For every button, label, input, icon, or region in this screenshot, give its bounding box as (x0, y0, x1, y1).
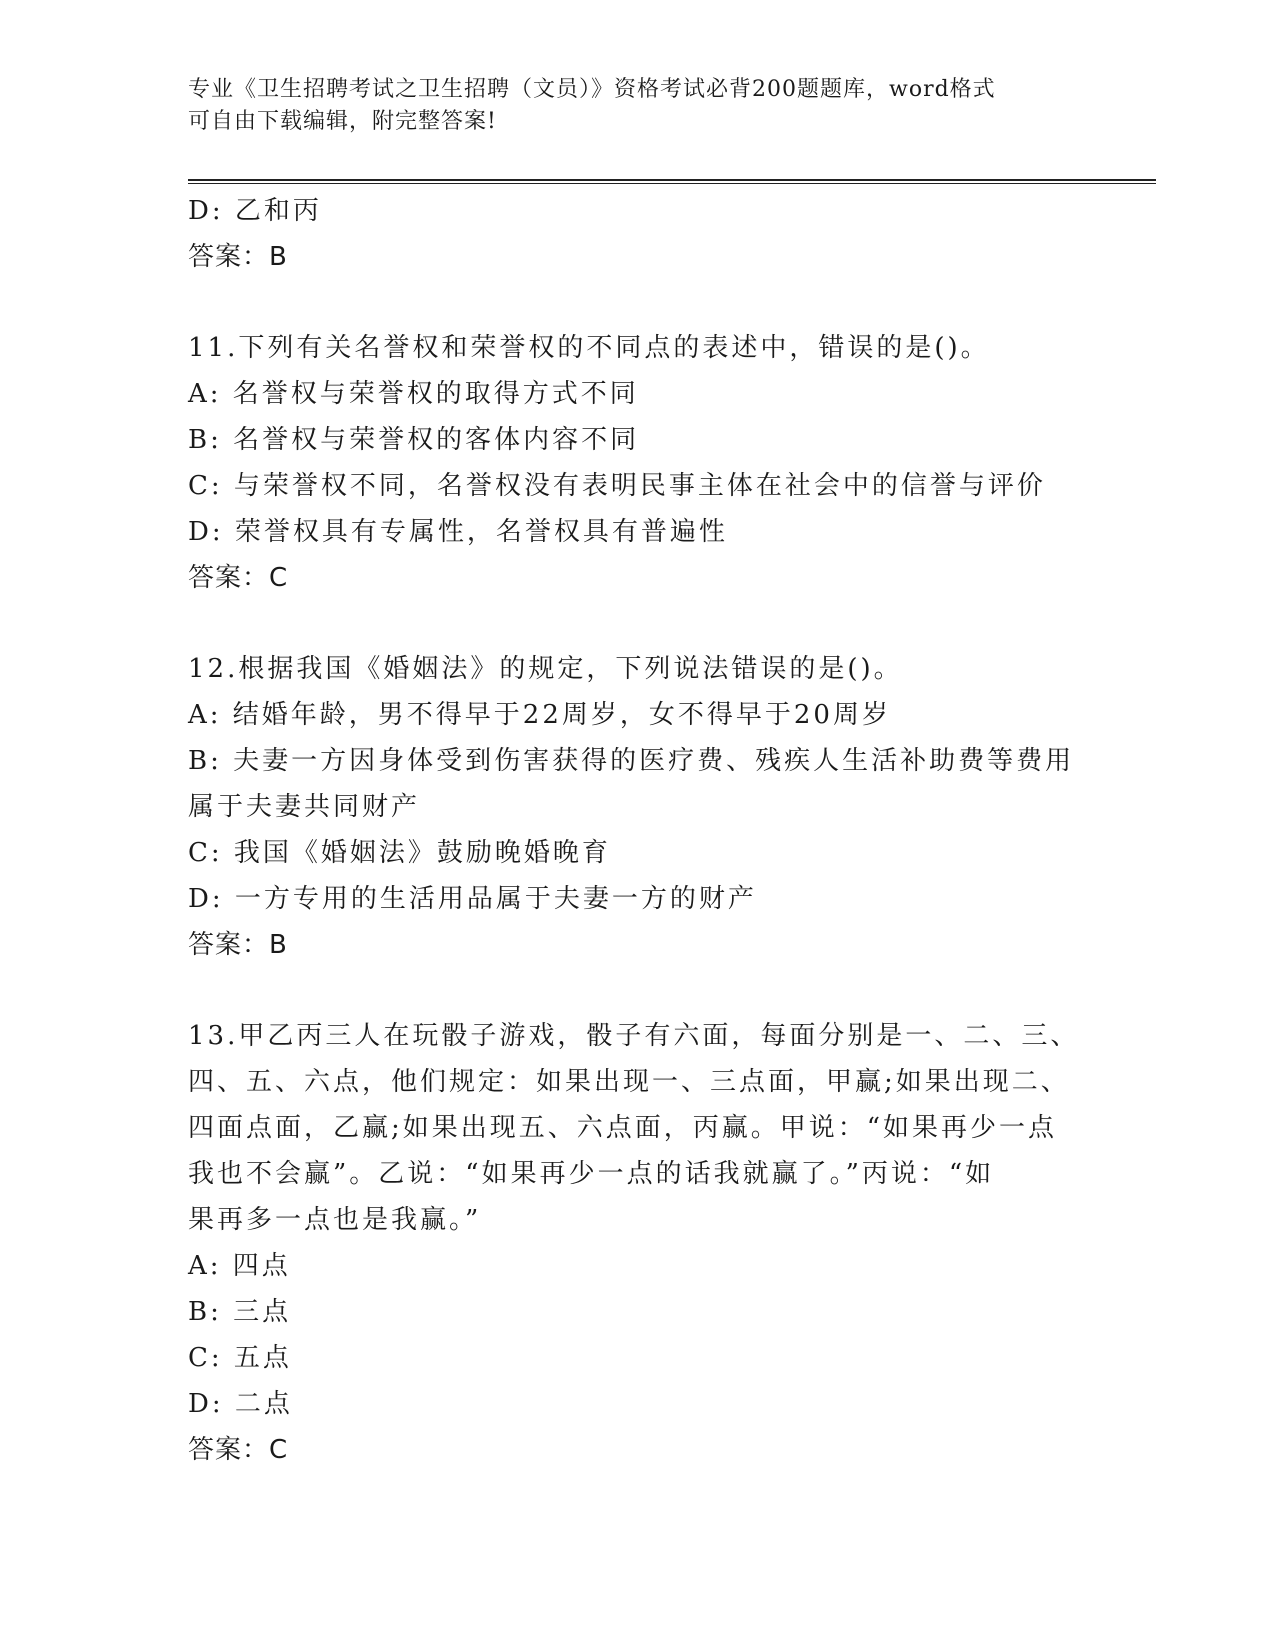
option-b: B: 三点 (188, 1297, 292, 1327)
document-header (188, 74, 1088, 138)
option-c: C: 我国《婚姻法》鼓励晚婚晚育 (188, 838, 611, 868)
option-a: A: 名誉权与荣誉权的取得方式不同 (188, 379, 639, 409)
option-d: D: 乙和丙 (188, 196, 322, 226)
question-text: 四面点面，乙赢;如果出现五、六点面，丙赢。甲说：“如果再少一点 (188, 1113, 1058, 1143)
question-spacer (188, 280, 1088, 325)
option-d: D: 一方专用的生活用品属于夫妻一方的财产 (188, 884, 757, 914)
question-spacer (188, 968, 1088, 1013)
question-13 (188, 1013, 1088, 1473)
question-11 (188, 325, 1088, 601)
option-c: C: 与荣誉权不同，名誉权没有表明民事主体在社会中的信誉与评价 (188, 471, 1046, 501)
question-text: 果再多一点也是我赢。” (188, 1205, 482, 1235)
question-content (188, 188, 1088, 1473)
question-text: 四、五、六点，他们规定：如果出现一、三点面，甲赢;如果出现二、 (188, 1067, 1070, 1097)
option-c: C: 五点 (188, 1343, 292, 1373)
header-divider-thick (188, 179, 1156, 181)
header-title-line-2: 可自由下载编辑，附完整答案! (188, 109, 497, 134)
question-text: 11.下列有关名誉权和荣誉权的不同点的表述中，错误的是()。 (188, 333, 990, 363)
question-text: 12.根据我国《婚姻法》的规定，下列说法错误的是()。 (188, 654, 903, 684)
answer-line: 答案：C (188, 563, 289, 593)
option-a: A: 四点 (188, 1251, 291, 1281)
option-a: A: 结婚年龄，男不得早于22周岁，女不得早于20周岁 (188, 700, 891, 730)
question-text: 13.甲乙丙三人在玩骰子游戏，骰子有六面，每面分别是一、二、三、 (188, 1021, 1080, 1051)
question-text: 我也不会赢”。乙说：“如果再少一点的话我就赢了。”丙说：“如 (188, 1159, 995, 1189)
header-title-line-1: 专业《卫生招聘考试之卫生招聘（文员）》资格考试必背200题题库，word格式 (188, 77, 996, 102)
option-b: B: 名誉权与荣誉权的客体内容不同 (188, 425, 640, 455)
answer-line: 答案：B (188, 930, 288, 960)
option-d: D: 荣誉权具有专属性，名誉权具有普遍性 (188, 517, 728, 547)
option-b-continued: 属于夫妻共同财产 (188, 792, 421, 822)
answer-line: 答案：C (188, 1435, 289, 1465)
option-d: D: 二点 (188, 1389, 293, 1419)
header-divider-thin (188, 183, 1156, 184)
answer-line: 答案：B (188, 242, 288, 272)
option-b: B: 夫妻一方因身体受到伤害获得的医疗费、残疾人生活补助费等费用 (188, 746, 1075, 776)
question-spacer (188, 601, 1088, 646)
question-12 (188, 646, 1088, 968)
